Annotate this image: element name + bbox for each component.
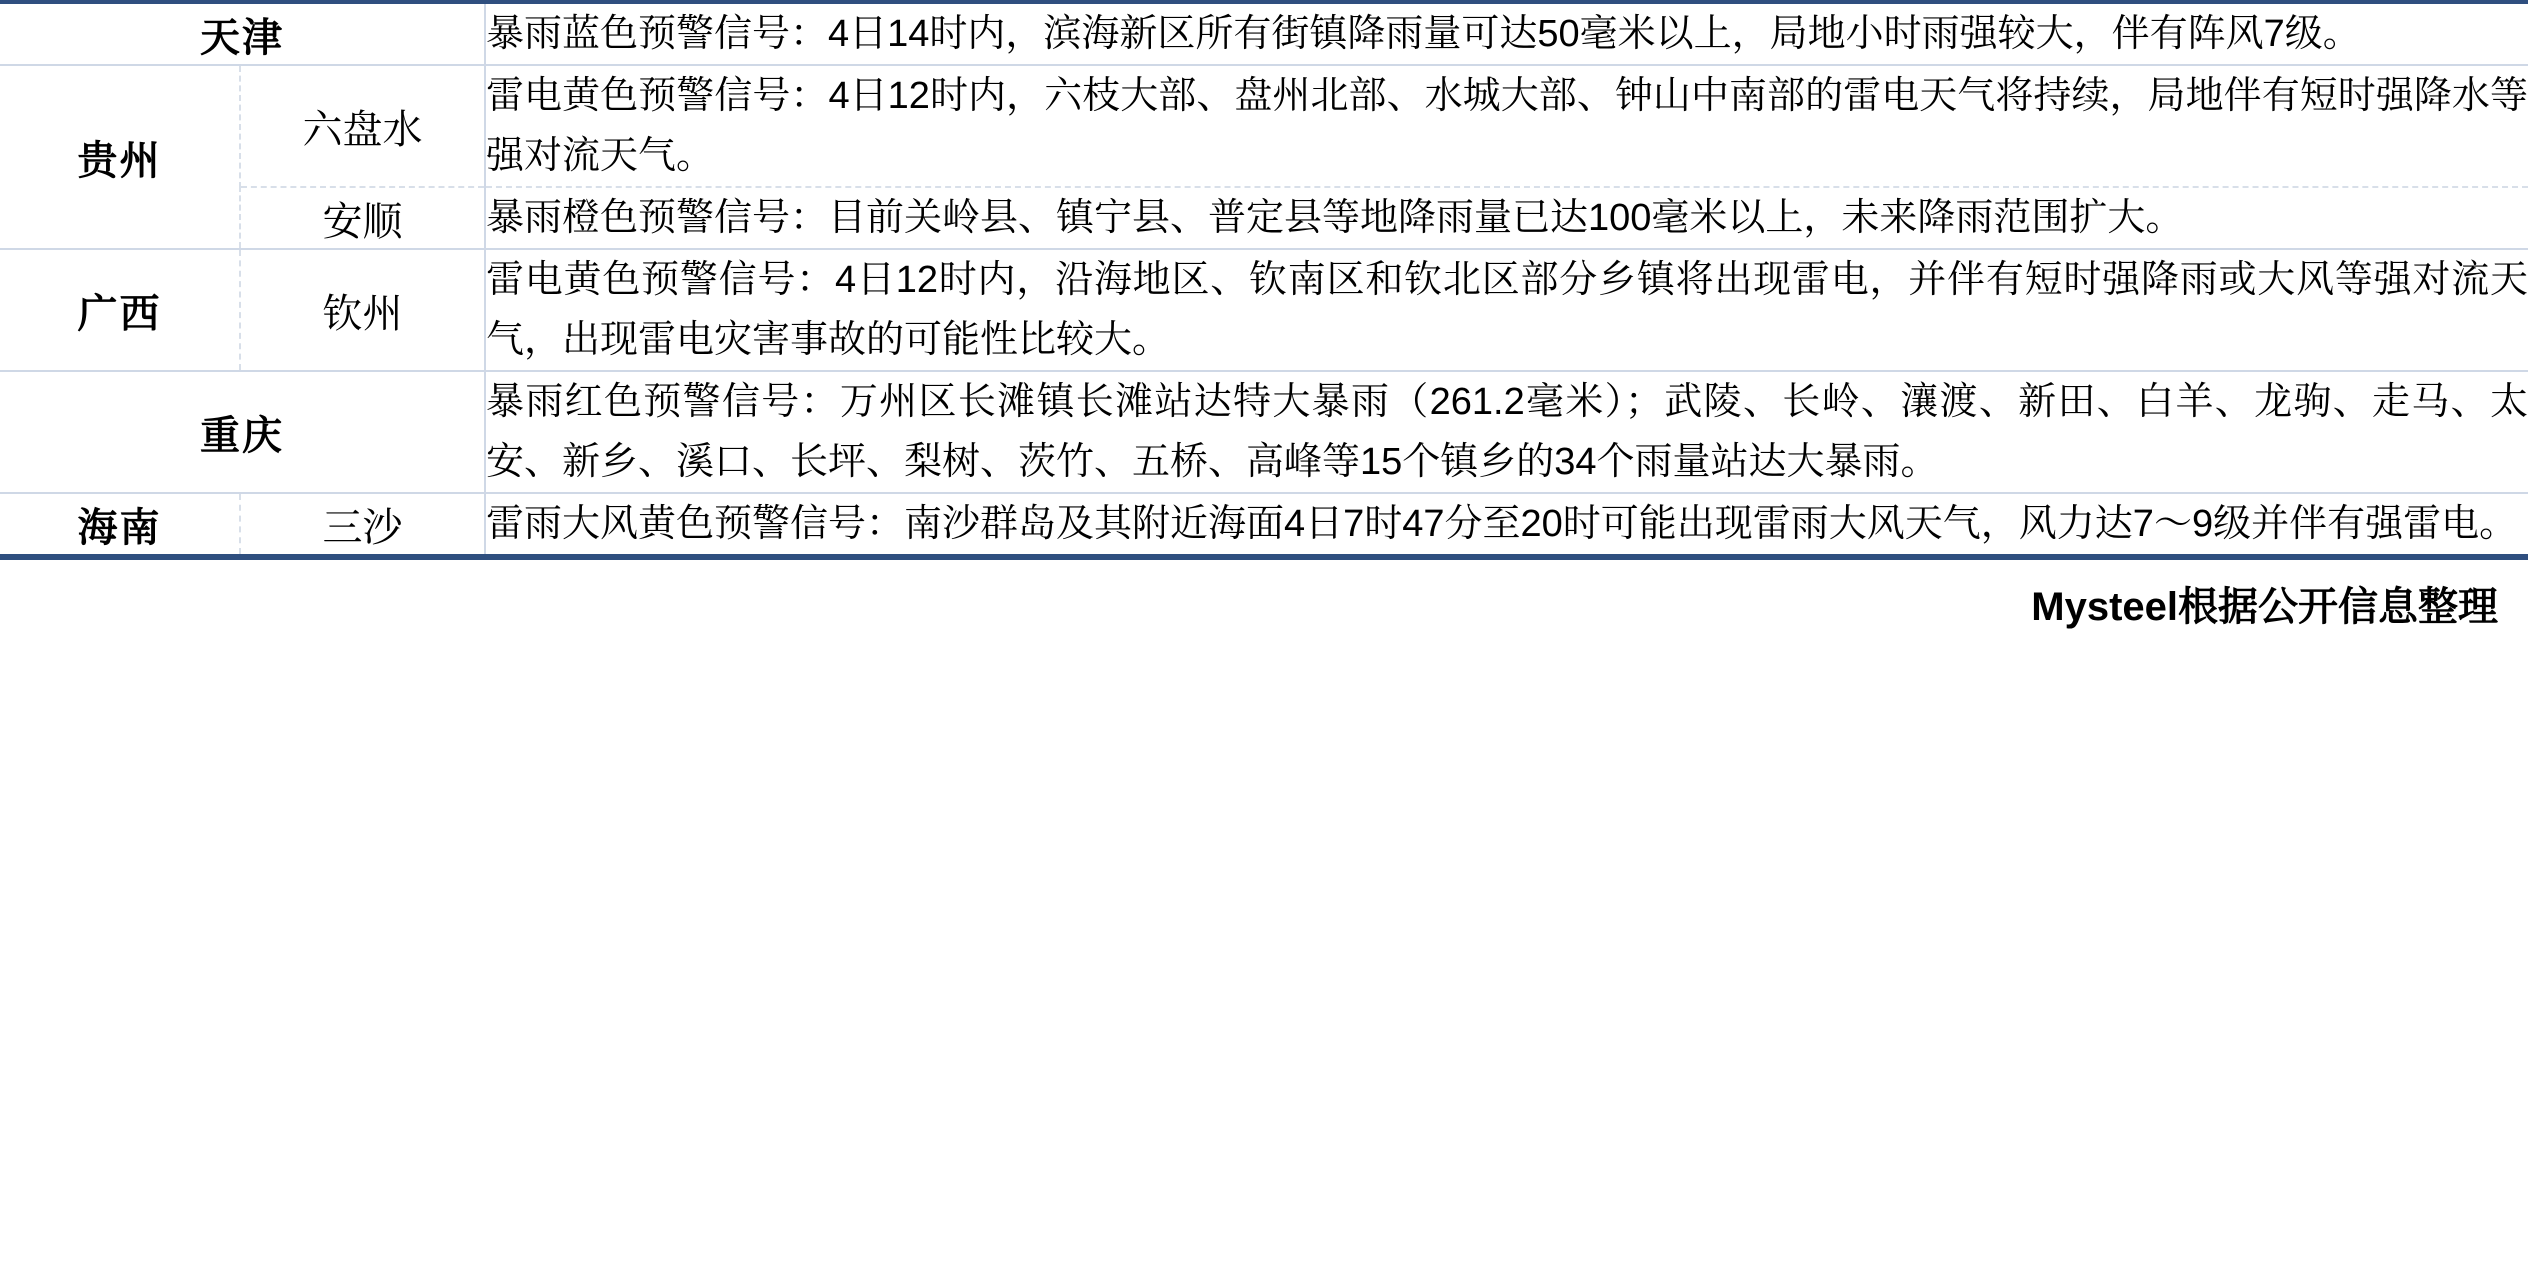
row-text-liupanshui: 雷电黄色预警信号：4日12时内，六枝大部、盘州北部、水城大部、钟山中南部的雷电天气将持续，局地伴有短时强降水等强对流天气。 xyxy=(485,65,2528,187)
footer xyxy=(0,560,2528,646)
row-province-guangxi: 广西 xyxy=(0,249,240,371)
row-text-qinzhou: 雷电黄色预警信号：4日12时内，沿海地区、钦南区和钦北区部分乡镇将出现雷电，并伴有短时强降雨或大风等强对流天气，出现雷电灾害事故的可能性比较大。 xyxy=(485,249,2528,371)
table-row xyxy=(0,187,2528,249)
row-province-tianjin: 天津 xyxy=(0,4,485,65)
row-province-guizhou: 贵州 xyxy=(0,65,240,249)
row-city-qinzhou: 钦州 xyxy=(240,249,485,371)
table-row xyxy=(0,249,2528,371)
row-city-anshun: 安顺 xyxy=(240,187,485,249)
row-text-tianjin: 暴雨蓝色预警信号：4日14时内，滨海新区所有街镇降雨量可达50毫米以上，局地小时雨强较大，伴有阵风7级。 xyxy=(485,4,2528,65)
row-city-liupanshui: 六盘水 xyxy=(240,65,485,187)
table-row xyxy=(0,371,2528,493)
row-text-anshun: 暴雨橙色预警信号：目前关岭县、镇宁县、普定县等地降雨量已达100毫米以上，未来降雨范围扩大。 xyxy=(485,187,2528,249)
row-text-chongqing: 暴雨红色预警信号：万州区长滩镇长滩站达特大暴雨（261.2毫米）；武陵、长岭、瀼渡、新田、白羊、龙驹、走马、太安、新乡、溪口、长坪、梨树、茨竹、五桥、高峰等15个镇乡的34个雨量站达大暴雨。 xyxy=(485,371,2528,493)
row-province-hainan: 海南 xyxy=(0,493,240,554)
source-note: Mysteel根据公开信息整理 xyxy=(2031,584,2498,629)
row-city-sansha: 三沙 xyxy=(240,493,485,554)
table-row xyxy=(0,65,2528,187)
table-row xyxy=(0,493,2528,554)
table-row xyxy=(0,4,2528,65)
row-province-chongqing: 重庆 xyxy=(0,371,485,493)
weather-warning-table xyxy=(0,4,2528,554)
row-text-sansha: 雷雨大风黄色预警信号：南沙群岛及其附近海面4日7时47分至20时可能出现雷雨大风天气，风力达7～9级并伴有强雷电。 xyxy=(486,503,2518,546)
